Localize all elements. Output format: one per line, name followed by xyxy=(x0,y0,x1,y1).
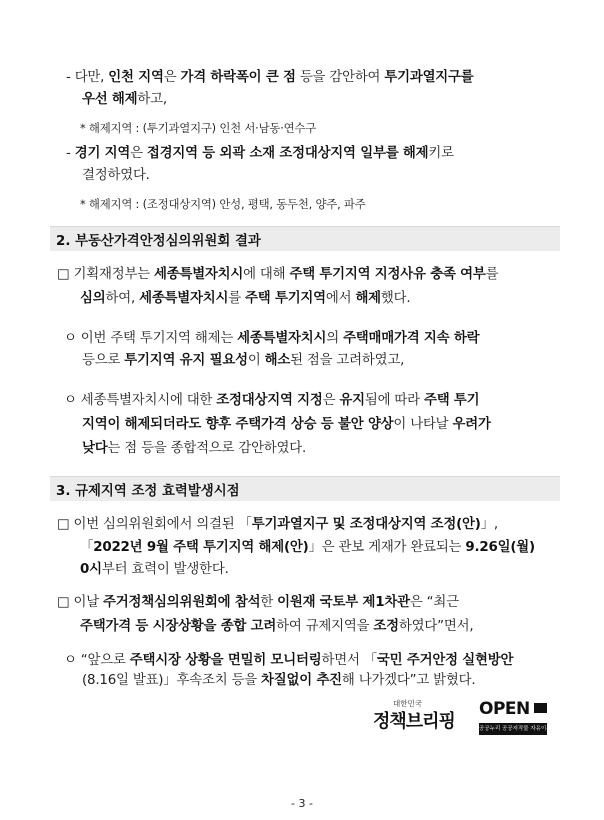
logo-area xyxy=(371,698,563,740)
footnote: * 해제지역 : (조정대상지역) 안성, 평택, 동두천, 양주, 파주 xyxy=(80,197,366,211)
text-line: 0시부터 효력이 발생한다. xyxy=(80,562,229,577)
text-line: 주택가격 등 시장상황을 종합 고려하여 규제지역을 조정하였다”면서, xyxy=(80,619,474,634)
footnote: * 해제지역 : (투기과열지구) 인천 서·남동·연수구 xyxy=(80,121,317,135)
text-line: 심의하여, 세종특별자치시를 주택 투기지역에서 해제했다. xyxy=(80,291,411,306)
license-badge-icon xyxy=(534,703,547,713)
policy-briefing-logo: 대한민국 정책브리핑 xyxy=(373,699,455,732)
text-line: (8.16일 발표)」후속조치 등을 차질없이 추진해 나가겠다”고 밝혔다. xyxy=(82,673,476,688)
section-heading: 2. 부동산가격안정심의위원회 결과 xyxy=(50,226,560,251)
open-license-logo: OPEN 공공누리 공공저작물 자유이용허락 xyxy=(479,698,547,738)
text-line: ㅇ 이번 주택 투기지역 해제는 세종특별자치시의 주택매매가격 지속 하락 xyxy=(64,331,480,346)
text-line: - 다만, 인천 지역은 가격 하락폭이 큰 점 등을 감안하여 투기과열지구를 xyxy=(66,70,474,85)
text-line: 결정하였다. xyxy=(82,168,150,183)
section-heading: 3. 규제지역 조정 효력발생시점 xyxy=(50,476,560,501)
text-line: 지역이 해제되더라도 향후 주택가격 상승 등 불안 양상이 나타날 우려가 xyxy=(82,417,491,432)
text-line: □ 이번 심의위원회에서 의결된 「투기과열지구 및 조정대상지역 조정(안)」, xyxy=(57,517,498,532)
text-line: 낮다는 점 등을 종합적으로 감안하였다. xyxy=(82,441,307,456)
page-number: - 3 - xyxy=(291,797,313,810)
text-line: □ 이날 주거정책심의위원회에 참석한 이원재 국토부 제1차관은 “최근 xyxy=(57,595,459,610)
text-line: 「2022년 9월 주택 투기지역 해제(안)」은 관보 게재가 완료되는 9.26일(월) xyxy=(80,540,535,555)
text-line: 등으로 투기지역 유지 필요성이 해소된 점을 고려하였고, xyxy=(82,353,405,368)
text-line: - 경기 지역은 접경지역 등 외곽 소재 조정대상지역 일부를 해제키로 xyxy=(66,146,454,161)
text-line: ㅇ 세종특별자치시에 대한 조정대상지역 지정은 유지됨에 따라 주택 투기 xyxy=(64,393,480,408)
text-line: 우선 해제하고, xyxy=(82,92,167,107)
text-line: ㅇ “앞으로 주택시장 상황을 면밀히 모니터링하면서 「국민 주거안정 실현방안 xyxy=(64,653,514,668)
text-line: □ 기획재정부는 세종특별자치시에 대해 주택 투기지역 지정사유 충족 여부를 xyxy=(57,267,499,282)
